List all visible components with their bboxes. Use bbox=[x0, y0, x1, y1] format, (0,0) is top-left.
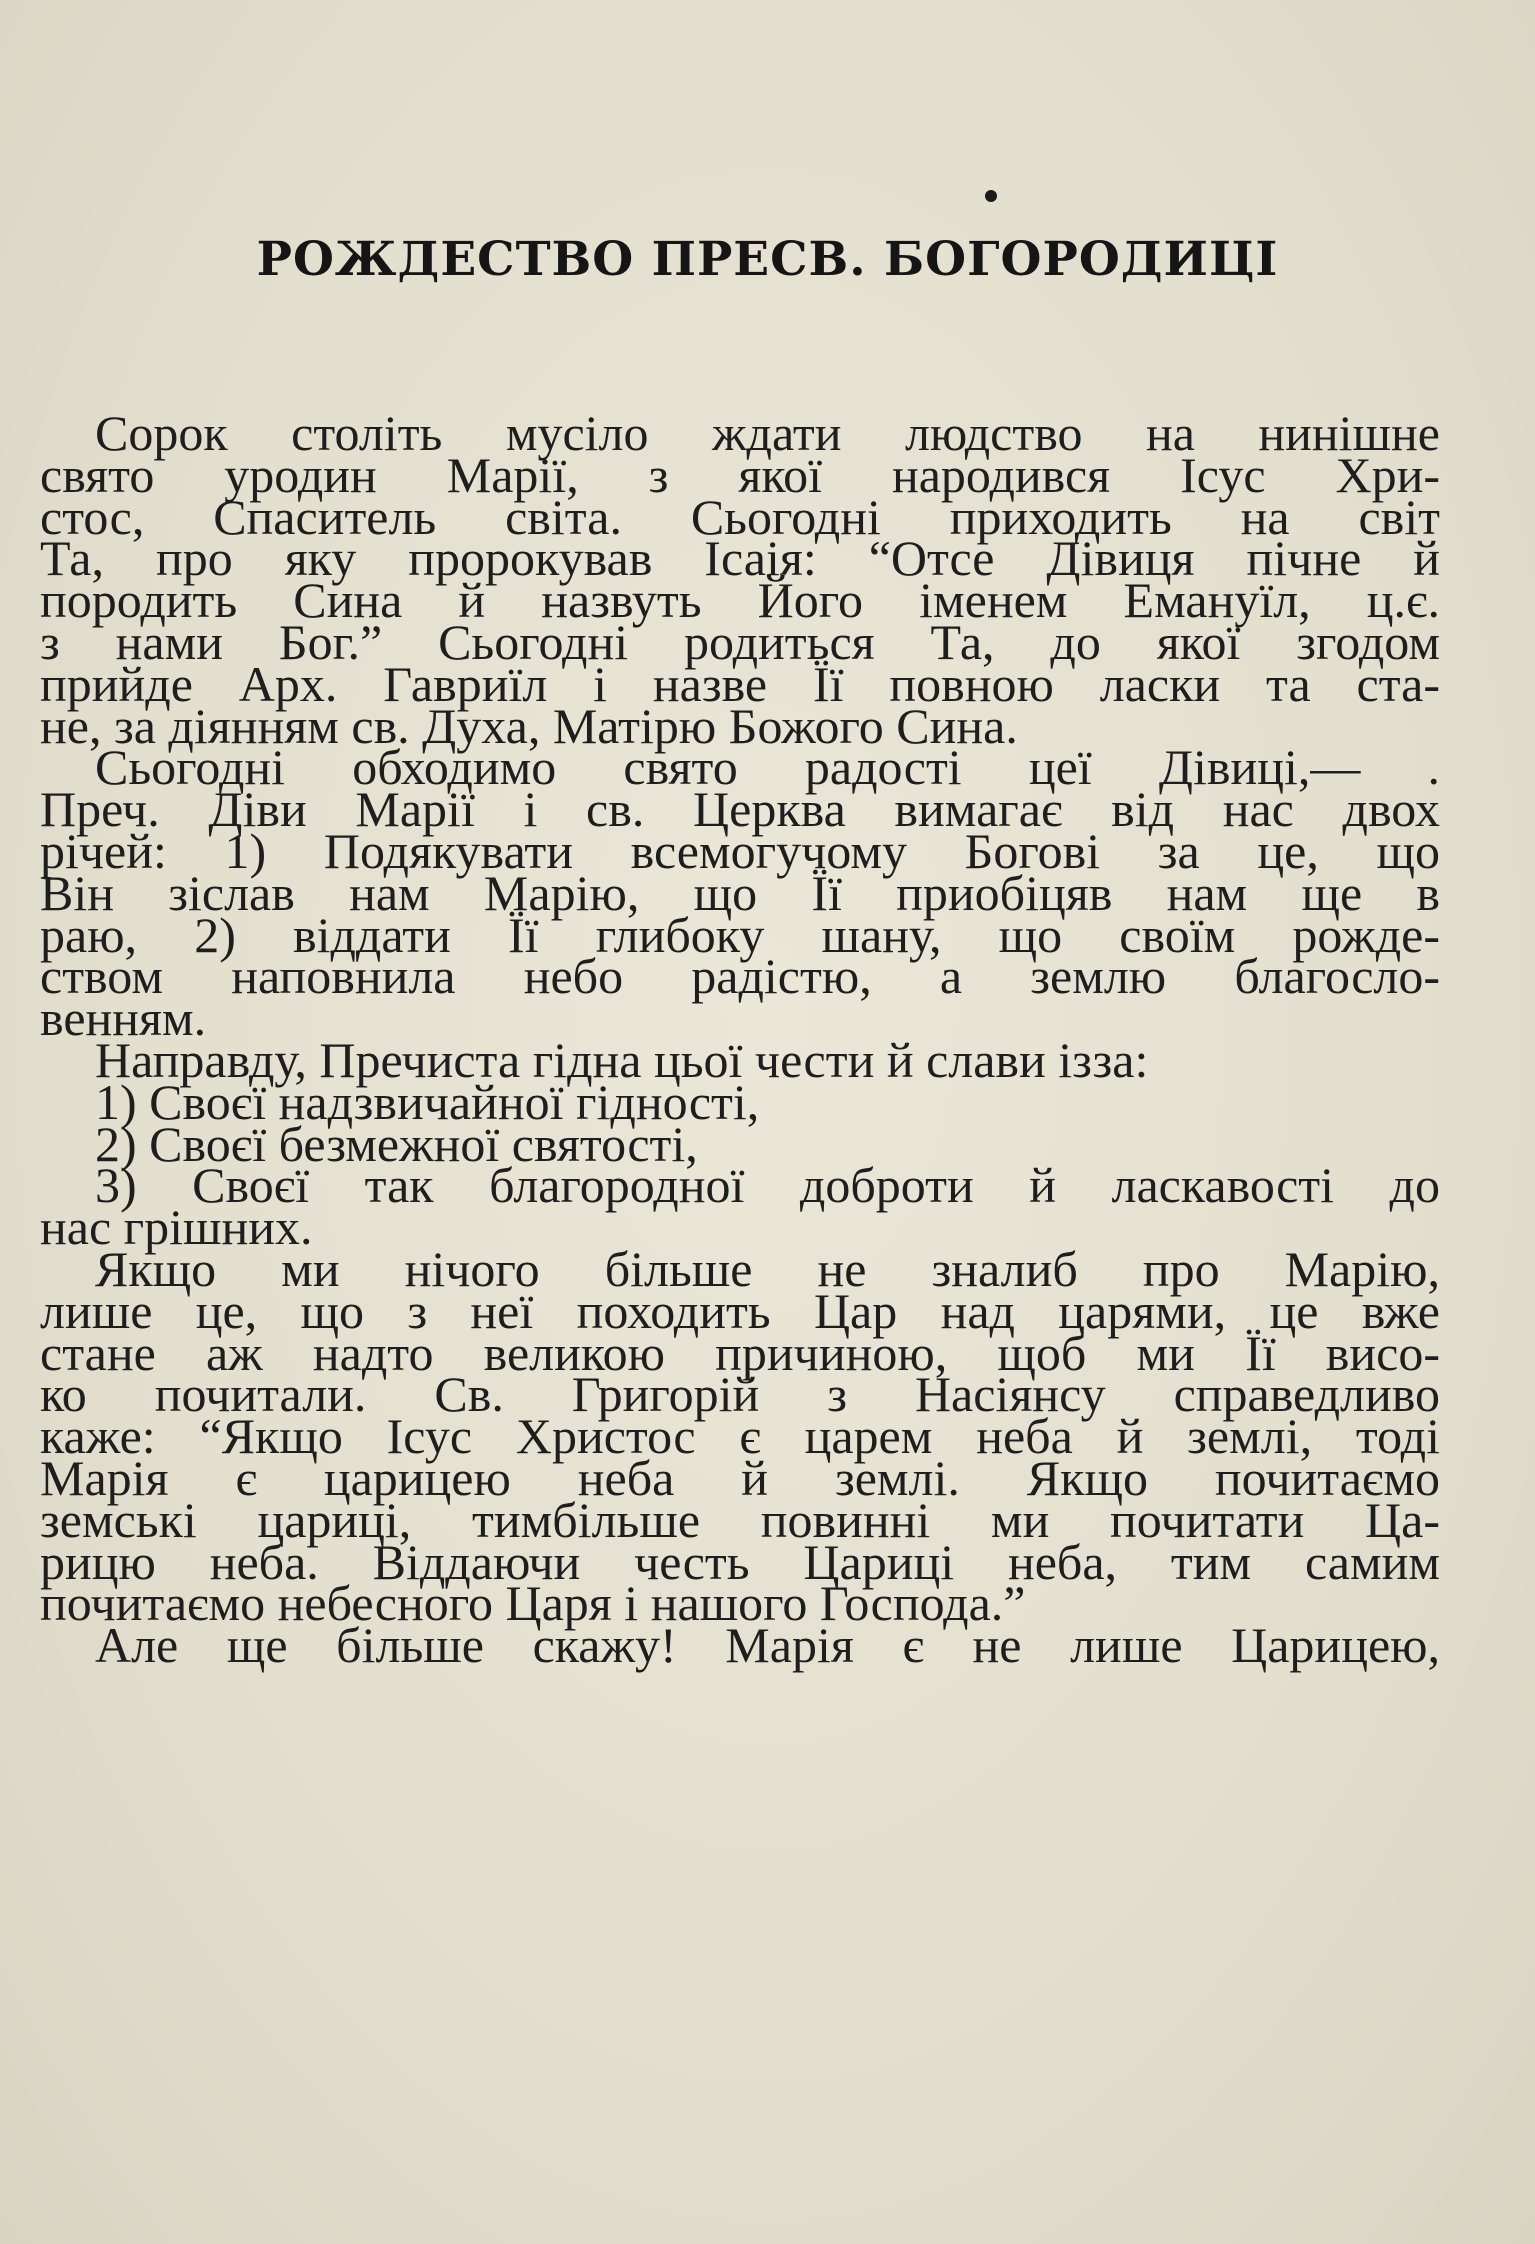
text-line: з нами Бог.” Сьогодні родиться Та, до якої згодом bbox=[40, 613, 1440, 670]
page-title: РОЖДЕСТВО ПРЕСВ. БОГОРОДИЦІ bbox=[256, 232, 1279, 287]
text-line: раю, 2) віддати Її глибоку шану, що своїм рожде- bbox=[40, 906, 1440, 963]
text-line: 1) Своєї надзвичайної гідності, bbox=[95, 1073, 760, 1130]
text-line: не, за діянням св. Духа, Матірю Божого Сина. bbox=[40, 697, 1018, 754]
ornament-dot bbox=[985, 190, 997, 202]
text-line: Він зіслав нам Марію, що Її приобіцяв нам ще в bbox=[40, 864, 1440, 921]
text-line: нас грішних. bbox=[40, 1199, 313, 1256]
text-line: Сьогодні обходимо свято радості цеї Дівиці,— . bbox=[95, 739, 1440, 796]
text-line: Але ще більше скажу! Марія є не лише Царицею, bbox=[95, 1617, 1440, 1674]
text-line: Направду, Пречиста гідна цьої чести й слави ізза: bbox=[95, 1031, 1149, 1088]
text-line: лише це, що з неї походить Цар над царями, це вже bbox=[40, 1282, 1440, 1339]
body-text bbox=[40, 405, 1440, 1674]
text-line: земські цариці, тимбільше повинні ми почитати Ца- bbox=[40, 1491, 1440, 1548]
text-line: ко почитали. Св. Григорій з Насіянсу справедливо bbox=[40, 1366, 1440, 1423]
text-line: Та, про яку пророкував Ісаія: “Отсе Дівиця пічне й bbox=[40, 530, 1440, 587]
text-line: породить Сина й назвуть Його іменем Емануїл, ц.є. bbox=[40, 572, 1440, 629]
text-line: Преч. Діви Марії і св. Церква вимагає від нас двох bbox=[40, 781, 1440, 838]
text-line: стане аж надто великою причиною, щоб ми Її висо- bbox=[40, 1324, 1440, 1381]
text-line: Сорок століть мусіло ждати людство на нинішне bbox=[95, 405, 1440, 461]
text-line: Якщо ми нічого більше не зналиб про Марію, bbox=[95, 1240, 1440, 1297]
text-line: рицю неба. Віддаючи честь Цариці неба, тим самим bbox=[40, 1533, 1440, 1590]
text-line: 3) Своєї так благородної доброти й ласкавості до bbox=[95, 1157, 1440, 1214]
text-line: почитаємо небесного Царя і нашого Господа.” bbox=[40, 1575, 1026, 1632]
text-line: венням. bbox=[40, 990, 207, 1047]
text-line: прийде Арх. Гавриїл і назве Її повною ласки та ста- bbox=[40, 655, 1440, 712]
text-line: ством наповнила небо радістю, а землю благосло- bbox=[40, 948, 1440, 1005]
text-line: Марія є царицею неба й землі. Якщо почитаємо bbox=[40, 1449, 1440, 1506]
text-line: 2) Своєї безмежної святості, bbox=[95, 1115, 698, 1172]
text-line: річей: 1) Подякувати всемогучому Богові за це, що bbox=[40, 822, 1440, 879]
text-line: стос, Спаситель світа. Сьогодні приходить на світ bbox=[40, 488, 1440, 545]
text-line: каже: “Якщо Ісус Христос є царем неба й землі, тоді bbox=[40, 1408, 1440, 1465]
text-line: свято уродин Марії, з якої народився Ісус Хри- bbox=[40, 446, 1440, 503]
